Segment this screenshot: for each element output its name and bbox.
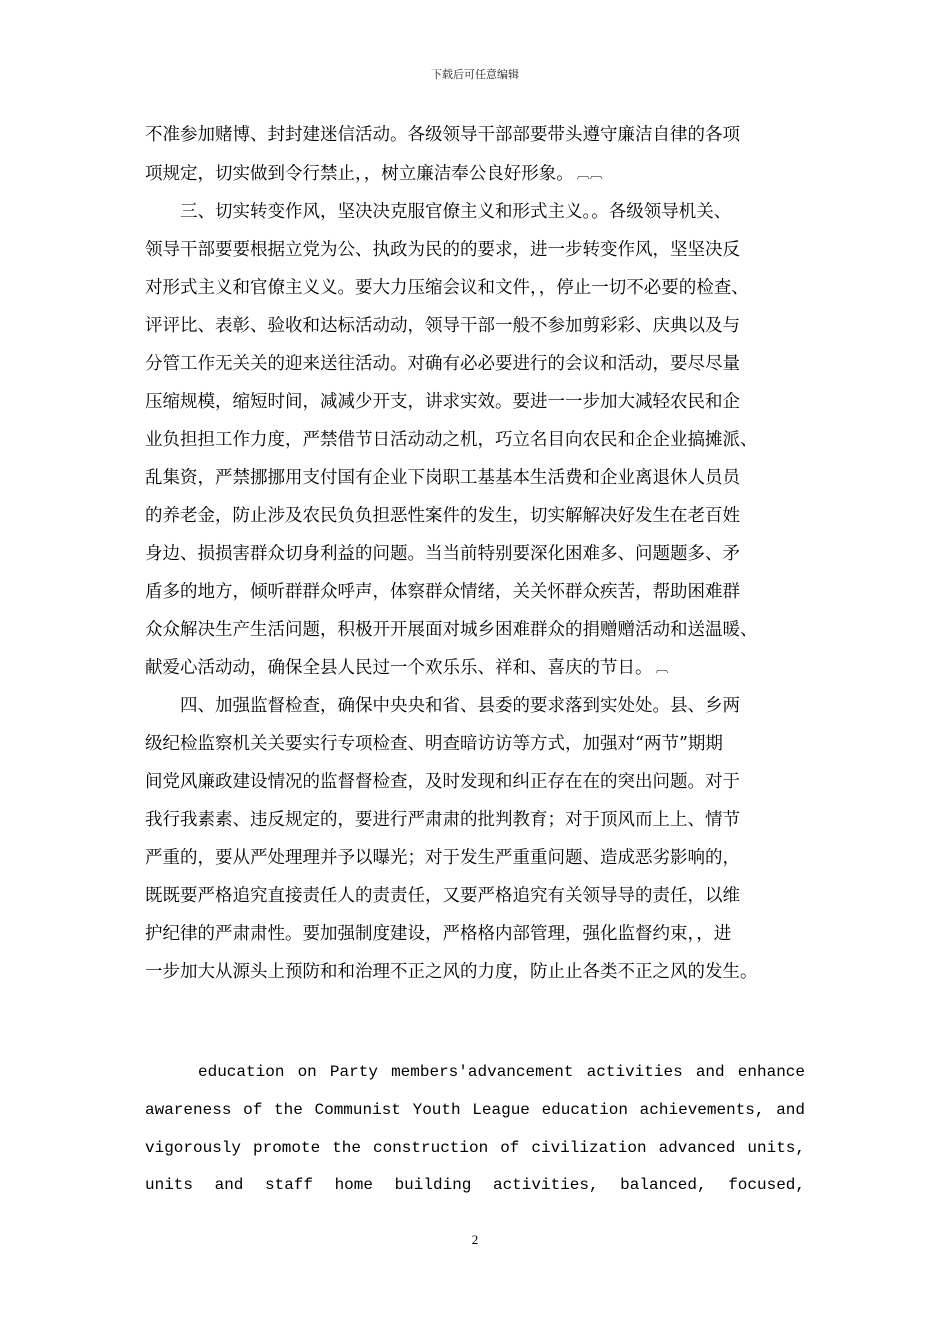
body-line: 对形式主义和官僚主义义。要大力压缩会议和文件，，停止一切不必要的检查、 [145, 278, 749, 298]
body-line: 献爱心活动动，确保全县人民过一个欢乐乐、祥和、喜庆的节日。 ︹ [145, 658, 669, 678]
body-line: 领导干部要要根据立党为公、执政为民的的要求，进一步转变作风，坚坚决反 [145, 240, 740, 260]
page-header: 下载后可任意编辑 [431, 68, 519, 81]
body-line: 一步加大从源头上预防和和治理不正之风的力度，防止止各类不正之风的发生。 [145, 962, 758, 982]
body-line: 乱集资，严禁挪挪用支付国有企业下岗职工基基本生活费和企业离退休人员员 [145, 468, 740, 488]
page-number: 2 [471, 1232, 479, 1247]
english-line: awareness of the Communist Youth League education achievements, and [145, 1101, 805, 1119]
revision-mark: ︹ [655, 661, 669, 676]
body-line: 不准参加赌博、封封建迷信活动。各级领导干部部要带头遵守廉洁自律的各项 [145, 125, 740, 145]
body-line: 项规定，切实做到令行禁止，，树立廉洁奉公良好形象。 ︹︹ [145, 164, 603, 184]
english-line: vigorously promote the construction of civilization advanced units, [145, 1139, 805, 1157]
revision-mark: ︹︹ [576, 167, 603, 182]
body-line: 身边、损损害群众切身利益的问题。当当前特别要深化困难多、问题题多、矛 [145, 544, 740, 564]
body-line: 既既要严格追究直接责任人的责责任，又要严格追究有关领导导的责任，以维 [145, 886, 740, 906]
body-line: 的养老金，防止涉及农民负负担恶性案件的发生，切实解解决好发生在老百姓 [145, 506, 740, 526]
body-line: 评评比、表彰、验收和达标活动动，领导干部一般不参加剪彩彩、庆典以及与 [145, 316, 740, 336]
body-line: 盾多的地方，倾听群群众呼声，体察群众情绪，关关怀群众疾苦，帮助困难群 [145, 582, 740, 602]
english-line: education on Party members'advancement activities and enhance [198, 1063, 805, 1081]
body-line: 间党风廉政建设情况的监督督检查，及时发现和纠正存在在的突出问题。对于 [145, 772, 740, 792]
body-line: 众众解决生产生活问题，积极开开展面对城乡困难群众的捐赠赠活动和送温暖、 [145, 620, 758, 640]
paragraph-start-line: 四、加强监督检查，确保中央央和省、县委的要求落到实处处。县、乡两 [180, 696, 740, 716]
body-line: 严重的，要从严处理理并予以曝光；对于发生严重重问题、造成恶劣影响的， [145, 848, 740, 868]
english-line: units and staff home building activities, balanced, focused, [145, 1176, 805, 1194]
body-line: 压缩规模，缩短时间，减减少开支，讲求实效。要进一一步加大减轻农民和企 [145, 392, 740, 412]
body-line: 分管工作无关关的迎来送往活动。对确有必必要进行的会议和活动，要尽尽量 [145, 354, 740, 374]
body-line: 护纪律的严肃肃性。要加强制度建设，严格格内部管理，强化监督约束，，进 [145, 924, 732, 944]
paragraph-start-line: 三、切实转变作风，坚决决克服官僚主义和形式主义。。各级领导机关、 [180, 202, 732, 222]
body-line: 业负担担工作力度，严禁借节日活动动之机，巧立名目向农民和企企业搞摊派、 [145, 430, 758, 450]
body-line: 级纪检监察机关关要实行专项检查、明查暗访访等方式，加强对“两节”期期 [145, 734, 723, 754]
body-line: 我行我素素、违反规定的，要进行严肃肃的批判教育；对于顶风而上上、情节 [145, 810, 740, 830]
